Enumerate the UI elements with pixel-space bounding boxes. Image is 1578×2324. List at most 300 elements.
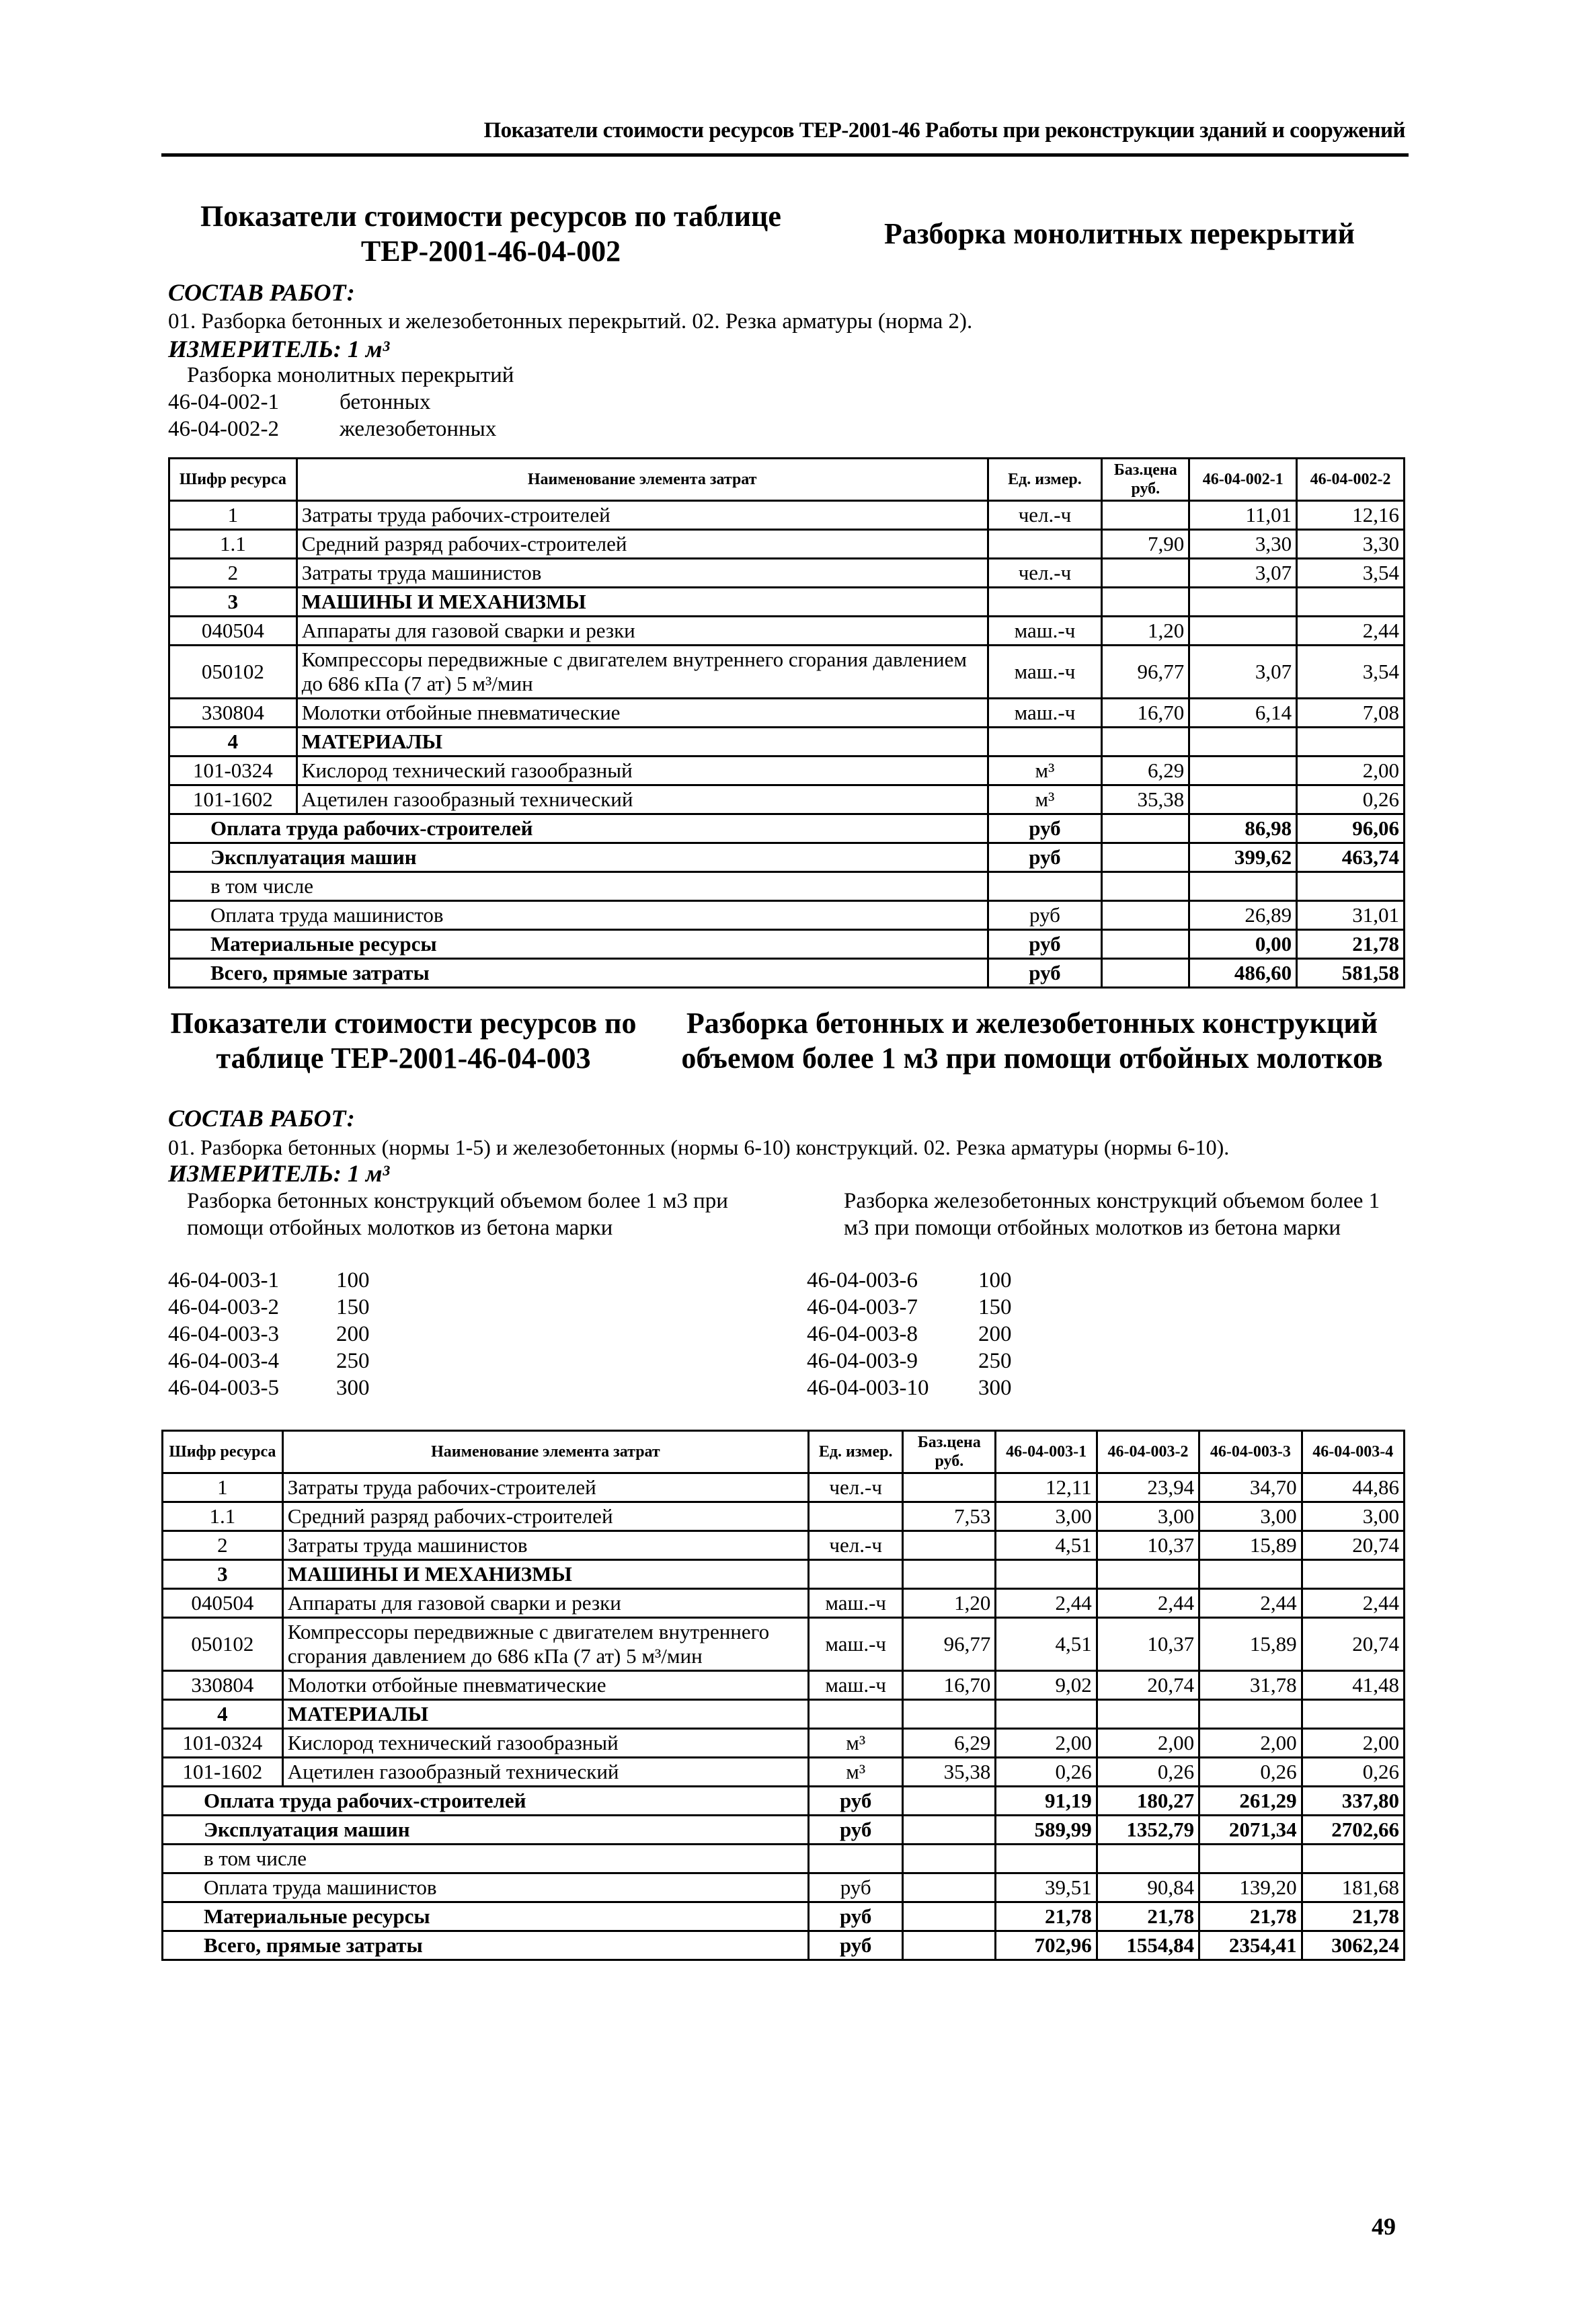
header-cell: Шифр ресурса bbox=[169, 459, 297, 501]
resource-name-cell: МАШИНЫ И МЕХАНИЗМЫ bbox=[282, 1560, 808, 1589]
price-cell: 16,70 bbox=[1102, 699, 1189, 728]
header-cell: Баз.цена руб. bbox=[903, 1431, 996, 1473]
value-cell: 2,44 bbox=[1097, 1589, 1199, 1618]
totals-name-cell: Оплата труда машинистов bbox=[169, 901, 988, 930]
section1-resource-table bbox=[168, 457, 1405, 989]
value-cell: 86,98 bbox=[1189, 814, 1297, 843]
code-right: 46-04-003-9 bbox=[807, 1349, 918, 1373]
section1-title-left bbox=[168, 199, 814, 269]
totals-row bbox=[169, 930, 1405, 959]
value-cell: 34,70 bbox=[1199, 1473, 1302, 1502]
resource-code-cell: 040504 bbox=[163, 1589, 283, 1618]
value-cell bbox=[1097, 1560, 1199, 1589]
table-row bbox=[169, 646, 1405, 699]
value-cell: 2071,34 bbox=[1199, 1816, 1302, 1845]
header-cell: 46-04-003-2 bbox=[1097, 1431, 1199, 1473]
value-cell: 44,86 bbox=[1302, 1473, 1404, 1502]
price-cell bbox=[1102, 501, 1189, 530]
totals-row bbox=[169, 959, 1405, 988]
resource-name-cell: Средний разряд рабочих-строителей bbox=[297, 530, 988, 559]
value-cell: 10,37 bbox=[1097, 1618, 1199, 1671]
unit-cell: чел.-ч bbox=[988, 559, 1102, 588]
value-cell bbox=[1189, 728, 1297, 757]
resource-name-cell: Компрессоры передвижные с двигателем внутреннего сгорания давлением до 686 кПа (7 ат) 5 м³/мин bbox=[282, 1618, 808, 1671]
table-row bbox=[163, 1700, 1405, 1729]
section1-code-2-name: железобетонных bbox=[340, 417, 497, 441]
resource-name-cell: Кислород технический газообразный bbox=[297, 757, 988, 785]
resource-code-cell: 050102 bbox=[169, 646, 297, 699]
empty-cell bbox=[1102, 872, 1189, 901]
section2-title-right-line1: Разборка бетонных и железобетонных конструкций bbox=[686, 1007, 1378, 1040]
value-cell: 139,20 bbox=[1199, 1873, 1302, 1902]
table-row bbox=[169, 617, 1405, 646]
code-right-value: 100 bbox=[978, 1268, 1012, 1292]
section1-sostav-text: 01. Разборка бетонных и железобетонных перекрытий. 02. Резка арматуры (норма 2). bbox=[168, 309, 973, 334]
value-cell: 463,74 bbox=[1297, 843, 1405, 872]
unit-cell: м³ bbox=[988, 785, 1102, 814]
table-row bbox=[163, 1671, 1405, 1700]
price-cell bbox=[903, 1700, 996, 1729]
price-cell: 7,90 bbox=[1102, 530, 1189, 559]
price-cell: 7,53 bbox=[903, 1502, 996, 1531]
empty-cell bbox=[903, 1931, 996, 1960]
code-right: 46-04-003-7 bbox=[807, 1295, 918, 1319]
totals-row bbox=[169, 814, 1405, 843]
code-left-value: 200 bbox=[336, 1322, 370, 1346]
value-cell: 6,14 bbox=[1189, 699, 1297, 728]
resource-name-cell: Аппараты для газовой сварки и резки bbox=[297, 617, 988, 646]
unit-cell: руб bbox=[809, 1931, 903, 1960]
header-cell: 46-04-003-4 bbox=[1302, 1431, 1404, 1473]
resource-code-cell: 101-1602 bbox=[163, 1758, 283, 1787]
table-row bbox=[163, 1729, 1405, 1758]
unit-cell: маш.-ч bbox=[988, 699, 1102, 728]
section2-sostav-label: СОСТАВ РАБОТ: bbox=[168, 1105, 355, 1132]
value-cell bbox=[1189, 757, 1297, 785]
value-cell: 21,78 bbox=[996, 1902, 1097, 1931]
price-cell bbox=[903, 1473, 996, 1502]
price-cell: 35,38 bbox=[903, 1758, 996, 1787]
code-right: 46-04-003-10 bbox=[807, 1376, 929, 1400]
value-cell: 399,62 bbox=[1189, 843, 1297, 872]
value-cell: 12,16 bbox=[1297, 501, 1405, 530]
empty-cell bbox=[1102, 901, 1189, 930]
totals-name-cell: Эксплуатация машин bbox=[163, 1816, 809, 1845]
code-left-value: 150 bbox=[336, 1295, 370, 1319]
table-row bbox=[169, 757, 1405, 785]
table-row bbox=[163, 1618, 1405, 1671]
totals-name-cell: в том числе bbox=[163, 1845, 809, 1873]
unit-cell: руб bbox=[988, 959, 1102, 988]
value-cell: 180,27 bbox=[1097, 1787, 1199, 1816]
unit-cell: чел.-ч bbox=[988, 501, 1102, 530]
value-cell: 3,00 bbox=[1097, 1502, 1199, 1531]
value-cell: 581,58 bbox=[1297, 959, 1405, 988]
value-cell: 3,54 bbox=[1297, 646, 1405, 699]
value-cell: 181,68 bbox=[1302, 1873, 1404, 1902]
unit-cell: руб bbox=[809, 1787, 903, 1816]
resource-name-cell: Затраты труда рабочих-строителей bbox=[297, 501, 988, 530]
value-cell: 0,26 bbox=[996, 1758, 1097, 1787]
value-cell: 2354,41 bbox=[1199, 1931, 1302, 1960]
resource-name-cell: Ацетилен газообразный технический bbox=[282, 1758, 808, 1787]
resource-code-cell: 1 bbox=[169, 501, 297, 530]
resource-name-cell: МАШИНЫ И МЕХАНИЗМЫ bbox=[297, 588, 988, 617]
unit-cell bbox=[988, 728, 1102, 757]
value-cell bbox=[1199, 1560, 1302, 1589]
unit-cell bbox=[988, 588, 1102, 617]
totals-name-cell: Эксплуатация машин bbox=[169, 843, 988, 872]
resource-code-cell: 1.1 bbox=[163, 1502, 283, 1531]
resource-code-cell: 4 bbox=[163, 1700, 283, 1729]
resource-code-cell: 101-0324 bbox=[169, 757, 297, 785]
unit-cell bbox=[809, 1502, 903, 1531]
code-left: 46-04-003-4 bbox=[168, 1349, 279, 1373]
section2-resource-table bbox=[161, 1430, 1405, 1961]
resource-name-cell: Средний разряд рабочих-строителей bbox=[282, 1502, 808, 1531]
resource-name-cell: Ацетилен газообразный технический bbox=[297, 785, 988, 814]
resource-name-cell: Молотки отбойные пневматические bbox=[282, 1671, 808, 1700]
value-cell: 4,51 bbox=[996, 1531, 1097, 1560]
value-cell: 3,07 bbox=[1189, 559, 1297, 588]
unit-cell bbox=[809, 1845, 903, 1873]
value-cell bbox=[1297, 588, 1405, 617]
value-cell: 7,08 bbox=[1297, 699, 1405, 728]
price-cell: 96,77 bbox=[903, 1618, 996, 1671]
value-cell: 3,00 bbox=[1302, 1502, 1404, 1531]
totals-name-cell: в том числе bbox=[169, 872, 988, 901]
table-row bbox=[163, 1531, 1405, 1560]
running-header: Показатели стоимости ресурсов ТЕР-2001-46 Работы при реконструкции зданий и сооружений bbox=[483, 118, 1405, 143]
value-cell: 11,01 bbox=[1189, 501, 1297, 530]
value-cell bbox=[1302, 1845, 1404, 1873]
code-left-value: 300 bbox=[336, 1376, 370, 1400]
table-row bbox=[169, 728, 1405, 757]
value-cell: 2,44 bbox=[996, 1589, 1097, 1618]
value-cell: 96,06 bbox=[1297, 814, 1405, 843]
table-row bbox=[169, 588, 1405, 617]
price-cell bbox=[1102, 728, 1189, 757]
value-cell: 23,94 bbox=[1097, 1473, 1199, 1502]
section1-title-left-line1: Показатели стоимости ресурсов по таблице bbox=[200, 200, 781, 233]
section2-sostav-text: 01. Разборка бетонных (нормы 1-5) и железобетонных (нормы 6-10) конструкций. 02. Резка арматуры (нормы 6-10). bbox=[168, 1135, 1230, 1159]
resource-name-cell: Компрессоры передвижные с двигателем внутреннего сгорания давлением до 686 кПа (7 ат) 5 м³/мин bbox=[297, 646, 988, 699]
table-row bbox=[169, 501, 1405, 530]
table-row bbox=[169, 530, 1405, 559]
value-cell: 2702,66 bbox=[1302, 1816, 1404, 1845]
unit-cell: маш.-ч bbox=[988, 646, 1102, 699]
table-row bbox=[163, 1502, 1405, 1531]
header-cell: Наименование элемента затрат bbox=[297, 459, 988, 501]
code-right-value: 150 bbox=[978, 1295, 1012, 1319]
resource-code-cell: 330804 bbox=[169, 699, 297, 728]
section2-title-left-line2: таблице ТЕР-2001-46-04-003 bbox=[216, 1042, 591, 1075]
code-left-value: 250 bbox=[336, 1349, 370, 1373]
totals-row bbox=[169, 901, 1405, 930]
totals-row bbox=[163, 1845, 1405, 1873]
unit-cell: руб bbox=[809, 1873, 903, 1902]
unit-cell: маш.-ч bbox=[809, 1589, 903, 1618]
value-cell: 31,78 bbox=[1199, 1671, 1302, 1700]
value-cell: 3,07 bbox=[1189, 646, 1297, 699]
section1-code-1-name: бетонных bbox=[340, 390, 431, 414]
value-cell: 2,44 bbox=[1199, 1589, 1302, 1618]
value-cell bbox=[1297, 728, 1405, 757]
totals-name-cell: Оплата труда рабочих-строителей bbox=[169, 814, 988, 843]
unit-cell bbox=[809, 1700, 903, 1729]
resource-name-cell: Затраты труда машинистов bbox=[297, 559, 988, 588]
unit-cell bbox=[809, 1560, 903, 1589]
header-rule bbox=[161, 153, 1409, 157]
section1-title-left-line2: ТЕР-2001-46-04-002 bbox=[360, 235, 621, 268]
code-left: 46-04-003-1 bbox=[168, 1268, 279, 1292]
value-cell bbox=[1297, 872, 1405, 901]
unit-cell: чел.-ч bbox=[809, 1473, 903, 1502]
totals-name-cell: Оплата труда рабочих-строителей bbox=[163, 1787, 809, 1816]
unit-cell bbox=[988, 530, 1102, 559]
table-row bbox=[169, 785, 1405, 814]
section2-title-right bbox=[659, 1006, 1405, 1076]
totals-row bbox=[169, 843, 1405, 872]
code-left: 46-04-003-2 bbox=[168, 1295, 279, 1319]
value-cell bbox=[1189, 617, 1297, 646]
value-cell: 21,78 bbox=[1302, 1902, 1404, 1931]
value-cell: 20,74 bbox=[1302, 1618, 1404, 1671]
unit-cell: руб bbox=[988, 930, 1102, 959]
price-cell bbox=[903, 1531, 996, 1560]
table-row bbox=[163, 1589, 1405, 1618]
empty-cell bbox=[1102, 843, 1189, 872]
resource-code-cell: 3 bbox=[169, 588, 297, 617]
value-cell: 15,89 bbox=[1199, 1618, 1302, 1671]
header-cell: Баз.цена руб. bbox=[1102, 459, 1189, 501]
unit-cell: руб bbox=[988, 901, 1102, 930]
value-cell: 21,78 bbox=[1199, 1902, 1302, 1931]
price-cell: 35,38 bbox=[1102, 785, 1189, 814]
resource-name-cell: МАТЕРИАЛЫ bbox=[282, 1700, 808, 1729]
totals-name-cell: Материальные ресурсы bbox=[169, 930, 988, 959]
value-cell: 21,78 bbox=[1097, 1902, 1199, 1931]
code-left: 46-04-003-5 bbox=[168, 1376, 279, 1400]
value-cell: 2,00 bbox=[1199, 1729, 1302, 1758]
totals-row bbox=[163, 1902, 1405, 1931]
empty-cell bbox=[903, 1902, 996, 1931]
resource-code-cell: 2 bbox=[163, 1531, 283, 1560]
table-row bbox=[163, 1473, 1405, 1502]
totals-row bbox=[163, 1931, 1405, 1960]
totals-row bbox=[163, 1787, 1405, 1816]
value-cell: 2,44 bbox=[1297, 617, 1405, 646]
table-header-row bbox=[163, 1431, 1405, 1473]
code-right: 46-04-003-8 bbox=[807, 1322, 918, 1346]
resource-name-cell: Аппараты для газовой сварки и резки bbox=[282, 1589, 808, 1618]
price-cell: 6,29 bbox=[903, 1729, 996, 1758]
unit-cell: руб bbox=[809, 1902, 903, 1931]
code-right-value: 250 bbox=[978, 1349, 1012, 1373]
resource-code-cell: 050102 bbox=[163, 1618, 283, 1671]
value-cell bbox=[996, 1700, 1097, 1729]
resource-name-cell: Кислород технический газообразный bbox=[282, 1729, 808, 1758]
table-header-row bbox=[169, 459, 1405, 501]
section1-code-2: 46-04-002-2 bbox=[168, 417, 279, 441]
unit-cell: м³ bbox=[809, 1758, 903, 1787]
section1-code-1: 46-04-002-1 bbox=[168, 390, 279, 414]
totals-name-cell: Всего, прямые затраты bbox=[169, 959, 988, 988]
value-cell: 3062,24 bbox=[1302, 1931, 1404, 1960]
totals-name-cell: Всего, прямые затраты bbox=[163, 1931, 809, 1960]
price-cell: 6,29 bbox=[1102, 757, 1189, 785]
resource-name-cell: Молотки отбойные пневматические bbox=[297, 699, 988, 728]
value-cell bbox=[1189, 785, 1297, 814]
value-cell: 2,00 bbox=[1097, 1729, 1199, 1758]
resource-code-cell: 330804 bbox=[163, 1671, 283, 1700]
value-cell bbox=[1189, 588, 1297, 617]
value-cell: 1352,79 bbox=[1097, 1816, 1199, 1845]
value-cell bbox=[996, 1845, 1097, 1873]
value-cell: 39,51 bbox=[996, 1873, 1097, 1902]
resource-code-cell: 101-0324 bbox=[163, 1729, 283, 1758]
resource-code-cell: 4 bbox=[169, 728, 297, 757]
empty-cell bbox=[1102, 959, 1189, 988]
empty-cell bbox=[903, 1873, 996, 1902]
value-cell: 0,26 bbox=[1097, 1758, 1199, 1787]
empty-cell bbox=[903, 1816, 996, 1845]
empty-cell bbox=[903, 1787, 996, 1816]
totals-name-cell: Материальные ресурсы bbox=[163, 1902, 809, 1931]
empty-cell bbox=[1102, 814, 1189, 843]
value-cell: 702,96 bbox=[996, 1931, 1097, 1960]
value-cell: 1554,84 bbox=[1097, 1931, 1199, 1960]
header-cell: 46-04-002-1 bbox=[1189, 459, 1297, 501]
empty-cell bbox=[1102, 930, 1189, 959]
value-cell: 3,30 bbox=[1297, 530, 1405, 559]
unit-cell: м³ bbox=[809, 1729, 903, 1758]
resource-code-cell: 2 bbox=[169, 559, 297, 588]
value-cell bbox=[1189, 872, 1297, 901]
value-cell: 21,78 bbox=[1297, 930, 1405, 959]
header-cell: Ед. измер. bbox=[809, 1431, 903, 1473]
price-cell bbox=[903, 1560, 996, 1589]
value-cell: 3,00 bbox=[996, 1502, 1097, 1531]
totals-row bbox=[169, 872, 1405, 901]
resource-code-cell: 1 bbox=[163, 1473, 283, 1502]
value-cell: 589,99 bbox=[996, 1816, 1097, 1845]
header-cell: Ед. измер. bbox=[988, 459, 1102, 501]
value-cell: 4,51 bbox=[996, 1618, 1097, 1671]
section1-sostav-label: СОСТАВ РАБОТ: bbox=[168, 279, 355, 306]
price-cell: 96,77 bbox=[1102, 646, 1189, 699]
value-cell bbox=[1097, 1845, 1199, 1873]
empty-cell bbox=[903, 1845, 996, 1873]
table-row bbox=[169, 699, 1405, 728]
value-cell: 0,26 bbox=[1302, 1758, 1404, 1787]
table-row bbox=[163, 1560, 1405, 1589]
price-cell: 16,70 bbox=[903, 1671, 996, 1700]
page-number: 49 bbox=[1372, 2213, 1396, 2240]
header-cell: Наименование элемента затрат bbox=[282, 1431, 808, 1473]
resource-code-cell: 3 bbox=[163, 1560, 283, 1589]
value-cell bbox=[1199, 1845, 1302, 1873]
value-cell bbox=[1199, 1700, 1302, 1729]
value-cell: 26,89 bbox=[1189, 901, 1297, 930]
value-cell: 337,80 bbox=[1302, 1787, 1404, 1816]
value-cell: 31,01 bbox=[1297, 901, 1405, 930]
value-cell: 15,89 bbox=[1199, 1531, 1302, 1560]
value-cell: 0,26 bbox=[1297, 785, 1405, 814]
value-cell: 3,00 bbox=[1199, 1502, 1302, 1531]
section1-izmer-label: ИЗМЕРИТЕЛЬ: 1 м³ bbox=[168, 336, 390, 362]
unit-cell: м³ bbox=[988, 757, 1102, 785]
resource-code-cell: 040504 bbox=[169, 617, 297, 646]
code-left: 46-04-003-3 bbox=[168, 1322, 279, 1346]
value-cell: 91,19 bbox=[996, 1787, 1097, 1816]
header-cell: 46-04-003-1 bbox=[996, 1431, 1097, 1473]
unit-cell bbox=[988, 872, 1102, 901]
unit-cell: руб bbox=[988, 814, 1102, 843]
code-right-value: 300 bbox=[978, 1376, 1012, 1400]
code-left-value: 100 bbox=[336, 1268, 370, 1292]
value-cell: 486,60 bbox=[1189, 959, 1297, 988]
totals-name-cell: Оплата труда машинистов bbox=[163, 1873, 809, 1902]
section2-desc-right: Разборка железобетонных конструкций объемом более 1 м3 при помощи отбойных молотков из бетона марки bbox=[844, 1189, 1380, 1240]
section1-desc: Разборка монолитных перекрытий bbox=[187, 363, 514, 387]
unit-cell: руб bbox=[809, 1816, 903, 1845]
unit-cell: чел.-ч bbox=[809, 1531, 903, 1560]
value-cell: 41,48 bbox=[1302, 1671, 1404, 1700]
price-cell bbox=[1102, 559, 1189, 588]
section2-title-left-line1: Показатели стоимости ресурсов по bbox=[170, 1007, 637, 1040]
value-cell: 2,00 bbox=[1302, 1729, 1404, 1758]
value-cell: 2,00 bbox=[1297, 757, 1405, 785]
value-cell bbox=[1302, 1700, 1404, 1729]
table-row bbox=[163, 1758, 1405, 1787]
value-cell: 2,00 bbox=[996, 1729, 1097, 1758]
section2-title-right-line2: объемом более 1 м3 при помощи отбойных молотков bbox=[681, 1042, 1383, 1075]
resource-code-cell: 101-1602 bbox=[169, 785, 297, 814]
resource-code-cell: 1.1 bbox=[169, 530, 297, 559]
resource-name-cell: Затраты труда машинистов bbox=[282, 1531, 808, 1560]
resource-name-cell: МАТЕРИАЛЫ bbox=[297, 728, 988, 757]
price-cell: 1,20 bbox=[903, 1589, 996, 1618]
table-row bbox=[169, 559, 1405, 588]
value-cell: 9,02 bbox=[996, 1671, 1097, 1700]
header-cell: 46-04-002-2 bbox=[1297, 459, 1405, 501]
unit-cell: руб bbox=[988, 843, 1102, 872]
unit-cell: маш.-ч bbox=[988, 617, 1102, 646]
header-cell: 46-04-003-3 bbox=[1199, 1431, 1302, 1473]
value-cell bbox=[1302, 1560, 1404, 1589]
value-cell: 10,37 bbox=[1097, 1531, 1199, 1560]
totals-row bbox=[163, 1816, 1405, 1845]
totals-row bbox=[163, 1873, 1405, 1902]
code-right: 46-04-003-6 bbox=[807, 1268, 918, 1292]
code-right-value: 200 bbox=[978, 1322, 1012, 1346]
resource-name-cell: Затраты труда рабочих-строителей bbox=[282, 1473, 808, 1502]
unit-cell: маш.-ч bbox=[809, 1671, 903, 1700]
section2-izmer-label: ИЗМЕРИТЕЛЬ: 1 м³ bbox=[168, 1160, 390, 1187]
value-cell: 3,54 bbox=[1297, 559, 1405, 588]
value-cell: 90,84 bbox=[1097, 1873, 1199, 1902]
unit-cell: маш.-ч bbox=[809, 1618, 903, 1671]
header-cell: Шифр ресурса bbox=[163, 1431, 283, 1473]
value-cell: 2,44 bbox=[1302, 1589, 1404, 1618]
value-cell: 0,26 bbox=[1199, 1758, 1302, 1787]
value-cell: 20,74 bbox=[1302, 1531, 1404, 1560]
section2-title-left bbox=[168, 1006, 639, 1076]
price-cell bbox=[1102, 588, 1189, 617]
value-cell: 3,30 bbox=[1189, 530, 1297, 559]
value-cell: 12,11 bbox=[996, 1473, 1097, 1502]
